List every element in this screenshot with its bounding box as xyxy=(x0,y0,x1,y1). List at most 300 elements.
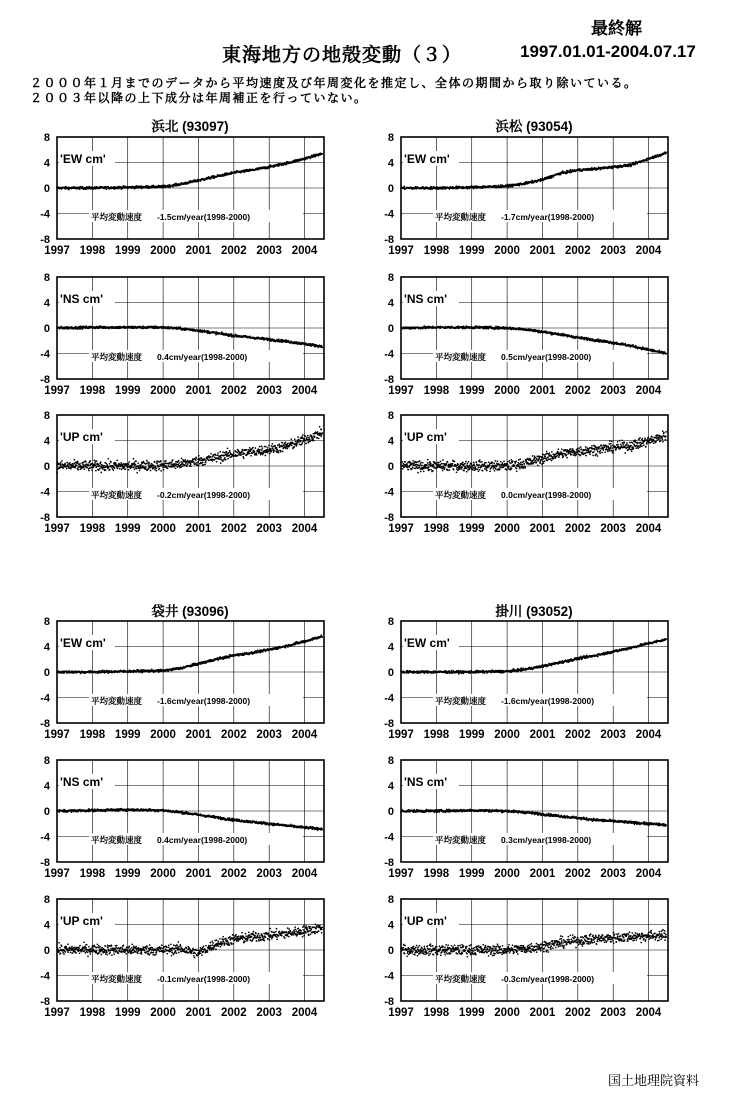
data-point xyxy=(195,459,197,461)
data-point xyxy=(312,438,314,440)
data-point xyxy=(182,462,184,464)
data-point xyxy=(223,455,225,457)
data-point xyxy=(273,450,275,452)
x-tick-label: 2001 xyxy=(529,523,556,535)
data-point xyxy=(420,462,422,464)
x-tick-label: 2003 xyxy=(600,245,626,257)
data-point xyxy=(175,467,177,469)
data-point xyxy=(128,464,130,466)
data-point xyxy=(92,467,94,469)
x-tick-label: 2004 xyxy=(635,385,662,397)
data-point xyxy=(79,468,81,470)
data-point xyxy=(118,465,120,467)
data-point xyxy=(256,452,258,454)
y-tick-label: -8 xyxy=(40,512,50,524)
data-point xyxy=(121,469,123,471)
data-point xyxy=(452,463,454,465)
x-tick-label: 2002 xyxy=(221,385,247,397)
data-point xyxy=(467,462,469,464)
data-point xyxy=(476,461,478,463)
data-point xyxy=(321,432,323,434)
data-point xyxy=(428,467,430,469)
data-point xyxy=(665,152,667,154)
data-point xyxy=(87,465,89,467)
data-point xyxy=(205,460,207,462)
data-point xyxy=(241,451,243,453)
data-point xyxy=(490,325,492,327)
data-point xyxy=(321,347,323,349)
data-point xyxy=(444,467,446,469)
x-tick-label: 2003 xyxy=(256,245,282,257)
data-point xyxy=(484,463,486,465)
data-point xyxy=(70,468,72,470)
x-tick-label: 2003 xyxy=(256,523,282,535)
data-point xyxy=(297,442,299,444)
data-point xyxy=(190,464,192,466)
data-point xyxy=(123,467,125,469)
data-point xyxy=(473,464,475,466)
data-point xyxy=(447,469,449,471)
data-point xyxy=(243,453,245,455)
data-point xyxy=(208,460,210,462)
data-point xyxy=(165,460,167,462)
x-tick-label: 2003 xyxy=(600,385,626,397)
x-tick-label: 1998 xyxy=(423,523,450,535)
data-point xyxy=(159,467,161,469)
x-tick-label: 1998 xyxy=(423,245,450,257)
data-point xyxy=(243,457,245,459)
page-title: 東海地方の地殻変動（３） xyxy=(222,45,463,66)
data-point xyxy=(402,468,404,470)
x-tick-label: 1997 xyxy=(44,385,70,397)
data-point xyxy=(143,461,145,463)
data-point xyxy=(473,461,475,463)
panel-nscm xyxy=(384,272,668,397)
data-point xyxy=(296,444,298,446)
method-note-line2: ２００３年以降の上下成分は年周補正を行っていない。 xyxy=(30,91,368,105)
x-tick-label: 1997 xyxy=(44,245,70,257)
data-point xyxy=(220,457,222,459)
data-point xyxy=(411,469,413,471)
data-point xyxy=(82,464,84,466)
data-point xyxy=(169,462,171,464)
x-tick-label: 2001 xyxy=(185,385,212,397)
data-point xyxy=(227,458,229,460)
y-tick-label: 0 xyxy=(387,461,394,473)
data-point xyxy=(433,465,435,467)
y-tick-label: -8 xyxy=(384,234,394,246)
data-point xyxy=(134,468,136,470)
data-point xyxy=(269,453,271,455)
data-point xyxy=(133,458,135,460)
y-tick-label: 0 xyxy=(43,323,50,335)
x-tick-label: 2000 xyxy=(494,523,520,535)
data-point xyxy=(560,174,562,176)
data-point xyxy=(176,463,178,465)
data-point xyxy=(98,469,100,471)
y-tick-label: 4 xyxy=(43,157,50,170)
data-point xyxy=(117,468,119,470)
y-tick-label: -4 xyxy=(384,348,394,361)
data-point xyxy=(295,441,297,443)
data-point xyxy=(464,463,466,465)
data-point xyxy=(401,461,403,463)
data-point xyxy=(116,460,118,462)
data-point xyxy=(447,461,449,463)
data-point xyxy=(432,464,434,466)
data-point xyxy=(282,442,284,444)
x-tick-label: 2001 xyxy=(185,245,212,257)
x-tick-label: 1998 xyxy=(79,245,106,257)
y-tick-label: 8 xyxy=(43,132,50,144)
component-label: 'EW cm' xyxy=(60,152,106,166)
data-point xyxy=(481,465,483,467)
y-tick-label: 8 xyxy=(43,410,50,422)
data-point xyxy=(178,460,180,462)
x-tick-label: 2002 xyxy=(221,245,247,257)
data-point xyxy=(167,468,169,470)
panel-upcm xyxy=(40,410,324,535)
data-point xyxy=(133,464,135,466)
y-tick-label: -8 xyxy=(384,512,394,524)
data-point xyxy=(259,446,261,448)
data-point xyxy=(484,468,486,470)
data-point xyxy=(483,465,485,467)
data-point xyxy=(274,445,276,447)
data-point xyxy=(290,438,292,440)
data-point xyxy=(198,455,200,457)
panel-nscm xyxy=(40,272,324,397)
data-point xyxy=(100,461,102,463)
data-point xyxy=(99,468,101,470)
data-point xyxy=(427,459,429,461)
data-point xyxy=(271,449,273,451)
data-point xyxy=(215,454,217,456)
x-tick-label: 2001 xyxy=(529,245,556,257)
x-tick-label: 2000 xyxy=(150,523,176,535)
data-point xyxy=(233,452,235,454)
data-point xyxy=(481,461,483,463)
component-label: 'EW cm' xyxy=(404,152,450,166)
data-point xyxy=(261,449,263,451)
data-point xyxy=(306,437,308,439)
data-point xyxy=(466,467,468,469)
data-point xyxy=(202,461,204,463)
data-point xyxy=(403,186,405,188)
data-point xyxy=(86,467,88,469)
data-point xyxy=(216,461,218,463)
y-tick-label: 0 xyxy=(387,323,394,335)
data-point xyxy=(103,467,105,469)
data-point xyxy=(61,460,63,462)
data-point xyxy=(440,461,442,463)
data-point xyxy=(264,455,266,457)
data-point xyxy=(217,454,219,456)
x-tick-label: 2004 xyxy=(291,385,318,397)
data-point xyxy=(173,466,175,468)
data-point xyxy=(109,463,111,465)
data-point xyxy=(210,453,212,455)
data-point xyxy=(442,470,444,472)
data-point xyxy=(470,463,472,465)
data-point xyxy=(249,447,251,449)
y-tick-label: 4 xyxy=(43,435,50,448)
y-tick-label: -4 xyxy=(40,348,50,361)
rate-label: 平均変動速度 xyxy=(91,490,143,500)
data-point xyxy=(420,471,422,473)
data-point xyxy=(186,465,188,467)
data-point xyxy=(318,437,320,439)
data-point xyxy=(202,464,204,466)
data-point xyxy=(257,448,259,450)
data-point xyxy=(443,465,445,467)
data-point xyxy=(250,455,252,457)
data-point xyxy=(453,469,455,471)
data-point xyxy=(249,450,251,452)
data-point xyxy=(137,465,139,467)
data-point xyxy=(193,461,195,463)
data-point xyxy=(133,466,135,468)
data-point xyxy=(477,468,479,470)
data-point xyxy=(297,436,299,438)
data-point xyxy=(463,470,465,472)
data-point xyxy=(150,470,152,472)
data-point xyxy=(242,456,244,458)
data-point xyxy=(300,440,302,442)
data-point xyxy=(478,464,480,466)
data-point xyxy=(287,448,289,450)
data-point xyxy=(320,429,322,431)
data-point xyxy=(225,459,227,461)
data-point xyxy=(66,462,68,464)
data-point xyxy=(85,461,87,463)
station-title: 浜北 (93097) xyxy=(151,119,229,134)
data-point xyxy=(320,435,322,437)
data-point xyxy=(578,168,580,170)
data-point xyxy=(430,463,432,465)
data-point xyxy=(227,447,229,449)
data-point xyxy=(441,463,443,465)
data-point xyxy=(197,461,199,463)
data-point xyxy=(91,469,93,471)
data-point xyxy=(220,462,222,464)
y-tick-label: -4 xyxy=(40,208,50,221)
data-point xyxy=(264,446,266,448)
y-tick-label: -4 xyxy=(384,486,394,499)
data-point xyxy=(88,470,90,472)
data-point xyxy=(431,186,433,188)
data-point xyxy=(430,469,432,471)
data-point xyxy=(128,469,130,471)
x-tick-label: 2000 xyxy=(150,385,176,397)
component-label: 'NS cm' xyxy=(404,292,448,306)
data-point xyxy=(432,470,434,472)
y-tick-label: 0 xyxy=(387,183,394,195)
data-point xyxy=(252,447,254,449)
data-point xyxy=(84,468,86,470)
data-point xyxy=(408,469,410,471)
data-point xyxy=(457,464,459,466)
data-point xyxy=(135,463,137,465)
data-point xyxy=(56,461,58,463)
data-point xyxy=(106,464,108,466)
data-point xyxy=(134,465,136,467)
data-point xyxy=(479,459,481,461)
data-point xyxy=(261,447,263,449)
data-point xyxy=(179,462,181,464)
data-point xyxy=(439,464,441,466)
data-point xyxy=(136,472,138,474)
data-point xyxy=(222,451,224,453)
data-point xyxy=(254,451,256,453)
data-point xyxy=(314,436,316,438)
data-point xyxy=(148,462,150,464)
data-point xyxy=(66,468,68,470)
data-point xyxy=(252,452,254,454)
data-point xyxy=(272,443,274,445)
x-tick-label: 1998 xyxy=(79,385,106,397)
data-point xyxy=(426,464,428,466)
data-point xyxy=(219,451,221,453)
data-point xyxy=(77,469,79,471)
data-point xyxy=(309,438,311,440)
data-point xyxy=(115,463,117,465)
rate-label: 平均変動速度 xyxy=(435,352,487,362)
data-points xyxy=(56,325,323,348)
data-point xyxy=(268,445,270,447)
y-tick-label: -4 xyxy=(384,208,394,221)
data-point xyxy=(282,451,284,453)
data-point xyxy=(225,451,227,453)
data-point xyxy=(153,467,155,469)
data-point xyxy=(83,466,85,468)
y-tick-label: 4 xyxy=(43,297,50,310)
data-point xyxy=(449,469,451,471)
data-point xyxy=(125,468,127,470)
data-point xyxy=(468,461,470,463)
component-label: 'UP cm' xyxy=(404,430,447,444)
data-point xyxy=(419,460,421,462)
data-point xyxy=(412,460,414,462)
data-point xyxy=(100,472,102,474)
data-point xyxy=(217,452,219,454)
rate-label: 平均変動速度 xyxy=(91,352,143,362)
data-point xyxy=(87,463,89,465)
y-tick-label: -4 xyxy=(40,486,50,499)
data-point xyxy=(272,447,274,449)
data-point xyxy=(96,460,98,462)
data-point xyxy=(77,462,79,464)
data-point xyxy=(180,466,182,468)
panel-ewcm xyxy=(40,132,324,257)
x-tick-label: 2004 xyxy=(635,245,662,257)
data-point xyxy=(155,468,157,470)
data-point xyxy=(472,469,474,471)
data-point xyxy=(156,470,158,472)
rate-label: 平均変動速度 xyxy=(91,212,143,222)
data-point xyxy=(96,465,98,467)
rate-value: -1.5cm/year(1998-2000) xyxy=(157,212,251,222)
data-point xyxy=(94,462,96,464)
x-tick-label: 1997 xyxy=(44,523,70,535)
data-point xyxy=(309,441,311,443)
x-tick-label: 2003 xyxy=(600,523,626,535)
data-point xyxy=(469,464,471,466)
data-point xyxy=(415,468,417,470)
x-tick-label: 2001 xyxy=(185,523,212,535)
data-point xyxy=(102,465,104,467)
x-tick-label: 1997 xyxy=(388,245,414,257)
data-point xyxy=(259,449,261,451)
data-point xyxy=(665,353,667,355)
data-point xyxy=(105,462,107,464)
data-point xyxy=(307,435,309,437)
station-block-2 xyxy=(384,118,668,535)
data-point xyxy=(305,442,307,444)
x-tick-label: 1999 xyxy=(458,385,485,397)
data-point xyxy=(280,451,282,453)
data-point xyxy=(105,469,107,471)
data-point xyxy=(139,470,141,472)
data-point xyxy=(212,460,214,462)
data-point xyxy=(89,460,91,462)
rate-value: -1.7cm/year(1998-2000) xyxy=(501,212,595,222)
data-point xyxy=(240,454,242,456)
data-point xyxy=(302,434,304,436)
rate-value: 0.4cm/year(1998-2000) xyxy=(157,352,248,362)
data-point xyxy=(646,160,648,162)
x-tick-label: 2002 xyxy=(565,523,591,535)
data-point xyxy=(213,459,215,461)
data-point xyxy=(224,457,226,459)
data-point xyxy=(472,465,474,467)
y-tick-label: 8 xyxy=(43,272,50,284)
data-point xyxy=(472,467,474,469)
data-point xyxy=(68,465,70,467)
rate-value: 0.5cm/year(1998-2000) xyxy=(501,352,592,362)
y-tick-label: 4 xyxy=(387,297,394,310)
data-point xyxy=(479,461,481,463)
y-tick-label: 0 xyxy=(43,461,50,473)
data-point xyxy=(597,338,599,340)
x-tick-label: 1998 xyxy=(423,385,450,397)
x-tick-label: 1999 xyxy=(458,245,485,257)
data-point xyxy=(477,470,479,472)
data-point xyxy=(120,462,122,464)
data-point xyxy=(462,462,464,464)
data-point xyxy=(278,443,280,445)
x-tick-label: 2004 xyxy=(635,523,662,535)
station-block-1 xyxy=(40,118,324,535)
data-point xyxy=(456,471,458,473)
data-point xyxy=(77,460,79,462)
data-point xyxy=(301,442,303,444)
data-point xyxy=(187,463,189,465)
data-point xyxy=(140,464,142,466)
data-point xyxy=(412,467,414,469)
data-point xyxy=(235,451,237,453)
data-point xyxy=(180,461,182,463)
data-point xyxy=(154,461,156,463)
data-point xyxy=(461,467,463,469)
data-point xyxy=(133,462,135,464)
data-point xyxy=(189,465,191,467)
data-point xyxy=(107,458,109,460)
data-point xyxy=(60,462,62,464)
data-point xyxy=(416,461,418,463)
x-tick-label: 2003 xyxy=(256,385,282,397)
data-point xyxy=(287,443,289,445)
